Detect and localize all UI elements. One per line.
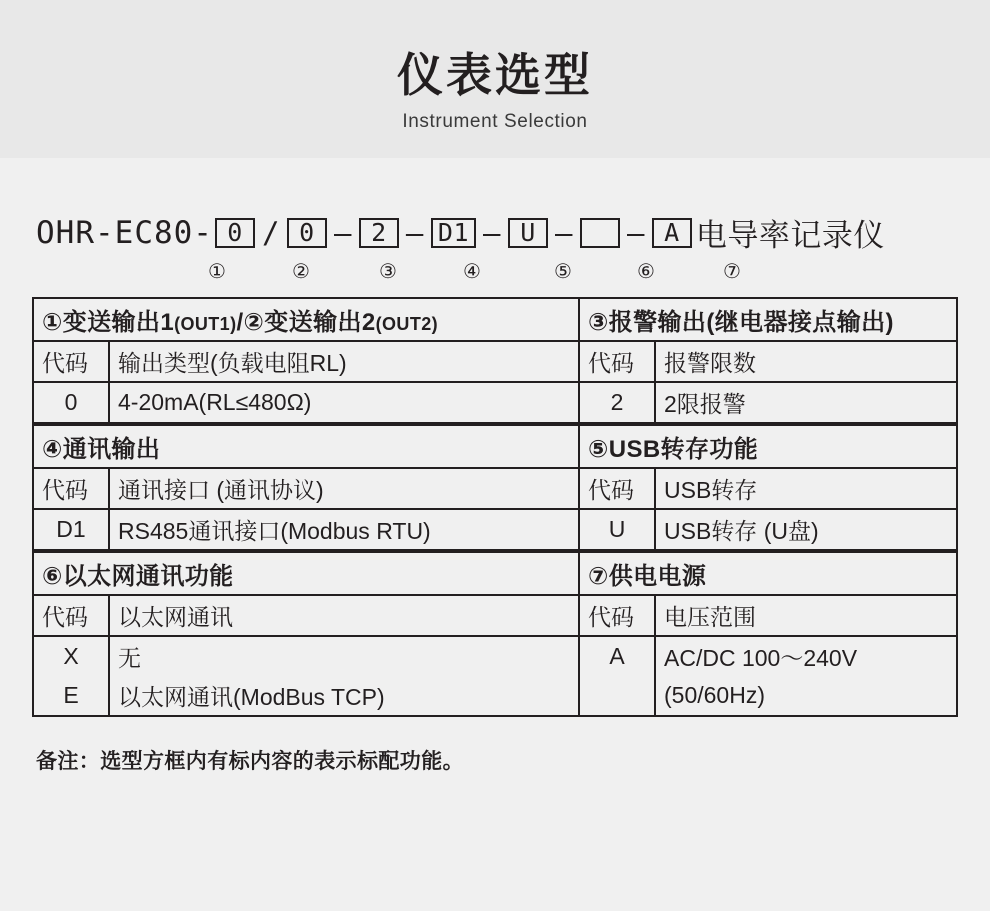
section-heading-out2-small: (OUT2): [375, 314, 439, 334]
col-header-code-out12: 代码: [33, 341, 109, 382]
cell-code-comm-0: D1: [33, 509, 109, 550]
model-code-box-3[interactable]: 2: [359, 218, 399, 248]
model-code-box-7[interactable]: A: [652, 218, 692, 248]
cell-code-ethernet-0: X: [33, 636, 109, 676]
selection-table-row2: [32, 424, 958, 551]
marker-6: ⑥: [637, 261, 655, 283]
marker-5: ⑤: [554, 261, 572, 283]
page-title: 仪表选型: [397, 49, 593, 102]
model-code-sep-6: –: [626, 215, 645, 250]
marker-2: ②: [292, 261, 310, 283]
section-heading-usb: ⑤USB转存功能: [579, 425, 957, 468]
section-heading-comm: ④通讯输出: [33, 425, 579, 468]
section-heading-out1-small: (OUT1): [174, 314, 237, 334]
col-header-code-power: 代码: [579, 595, 655, 636]
cell-desc-out12-0: 4-20mA(RL≤480Ω): [109, 382, 579, 423]
marker-3: ③: [379, 261, 397, 283]
model-code-sep-4: –: [483, 215, 501, 250]
model-code-box-6[interactable]: [580, 218, 620, 248]
section-heading-power: ⑦供电电源: [579, 552, 957, 595]
footer-note: 备注：选型方框内有标内容的表示标配功能。: [36, 750, 464, 773]
table-row: [33, 509, 957, 550]
model-code-row: [32, 158, 958, 255]
model-code-sep-3: –: [405, 215, 424, 250]
col-header-code-comm: 代码: [33, 468, 109, 509]
selection-table-row1: [32, 297, 958, 424]
model-code-box-2[interactable]: 0: [287, 218, 327, 248]
model-code-sep-5: –: [554, 215, 573, 250]
model-code-sep-1: /: [261, 215, 280, 250]
marker-1: ①: [208, 261, 226, 283]
cell-desc-alarm-0: 2限报警: [655, 382, 957, 423]
section-heading-out1-main: ①变送输出1: [42, 309, 175, 336]
marker-4: ④: [463, 261, 481, 283]
section-heading-alarm: ③报警输出(继电器接点输出): [579, 298, 957, 341]
cell-desc-comm-0: RS485通讯接口(Modbus RTU): [109, 509, 579, 550]
table-row: [33, 468, 957, 509]
cell-desc-usb-0: USB转存 (U盘): [655, 509, 957, 550]
cell-desc-power-0: AC/DC 100～240V: [655, 636, 957, 676]
col-header-code-ethernet: 代码: [33, 595, 109, 636]
col-header-desc-power: 电压范围: [655, 595, 957, 636]
table-row: [33, 636, 957, 676]
table-row: [33, 676, 957, 716]
model-code-sep-2: –: [333, 215, 352, 250]
model-code-prefix: OHR-EC80-: [36, 214, 213, 251]
model-code-markers: [32, 259, 958, 289]
table-row: [33, 298, 957, 341]
col-header-code-alarm: 代码: [579, 341, 655, 382]
page-header: [0, 0, 990, 158]
section-heading-out2-main: /②变送输出2: [236, 309, 376, 336]
col-header-desc-ethernet: 以太网通讯: [109, 595, 579, 636]
section-heading-out12: [33, 298, 579, 341]
col-header-desc-alarm: 报警限数: [655, 341, 957, 382]
model-code-suffix: 电导率记录仪: [695, 218, 885, 253]
table-row: [33, 382, 957, 423]
marker-7: ⑦: [723, 261, 741, 283]
cell-desc-ethernet-1: 以太网通讯(ModBus TCP): [109, 676, 579, 716]
table-row: [33, 552, 957, 595]
model-code-box-5[interactable]: U: [508, 218, 548, 248]
model-code-box-4[interactable]: D1: [431, 218, 476, 248]
col-header-code-usb: 代码: [579, 468, 655, 509]
selection-table-row3: [32, 551, 958, 717]
cell-code-out12-0: 0: [33, 382, 109, 423]
page-subtitle: Instrument Selection: [402, 110, 588, 132]
col-header-desc-out12: 输出类型(负载电阻RL): [109, 341, 579, 382]
section-heading-ethernet: ⑥以太网通讯功能: [33, 552, 579, 595]
cell-code-ethernet-1: E: [33, 676, 109, 716]
table-row: [33, 341, 957, 382]
col-header-desc-comm: 通讯接口 (通讯协议): [109, 468, 579, 509]
table-row: [33, 425, 957, 468]
cell-desc-ethernet-0: 无: [109, 636, 579, 676]
cell-code-usb-0: U: [579, 509, 655, 550]
col-header-desc-usb: USB转存: [655, 468, 957, 509]
content-area: [0, 158, 990, 775]
model-code-box-1[interactable]: 0: [215, 218, 255, 248]
cell-code-power-0: A: [579, 636, 655, 676]
cell-code-power-1: [579, 676, 655, 716]
table-row: [33, 595, 957, 636]
cell-desc-power-1: (50/60Hz): [655, 676, 957, 716]
cell-code-alarm-0: 2: [579, 382, 655, 423]
